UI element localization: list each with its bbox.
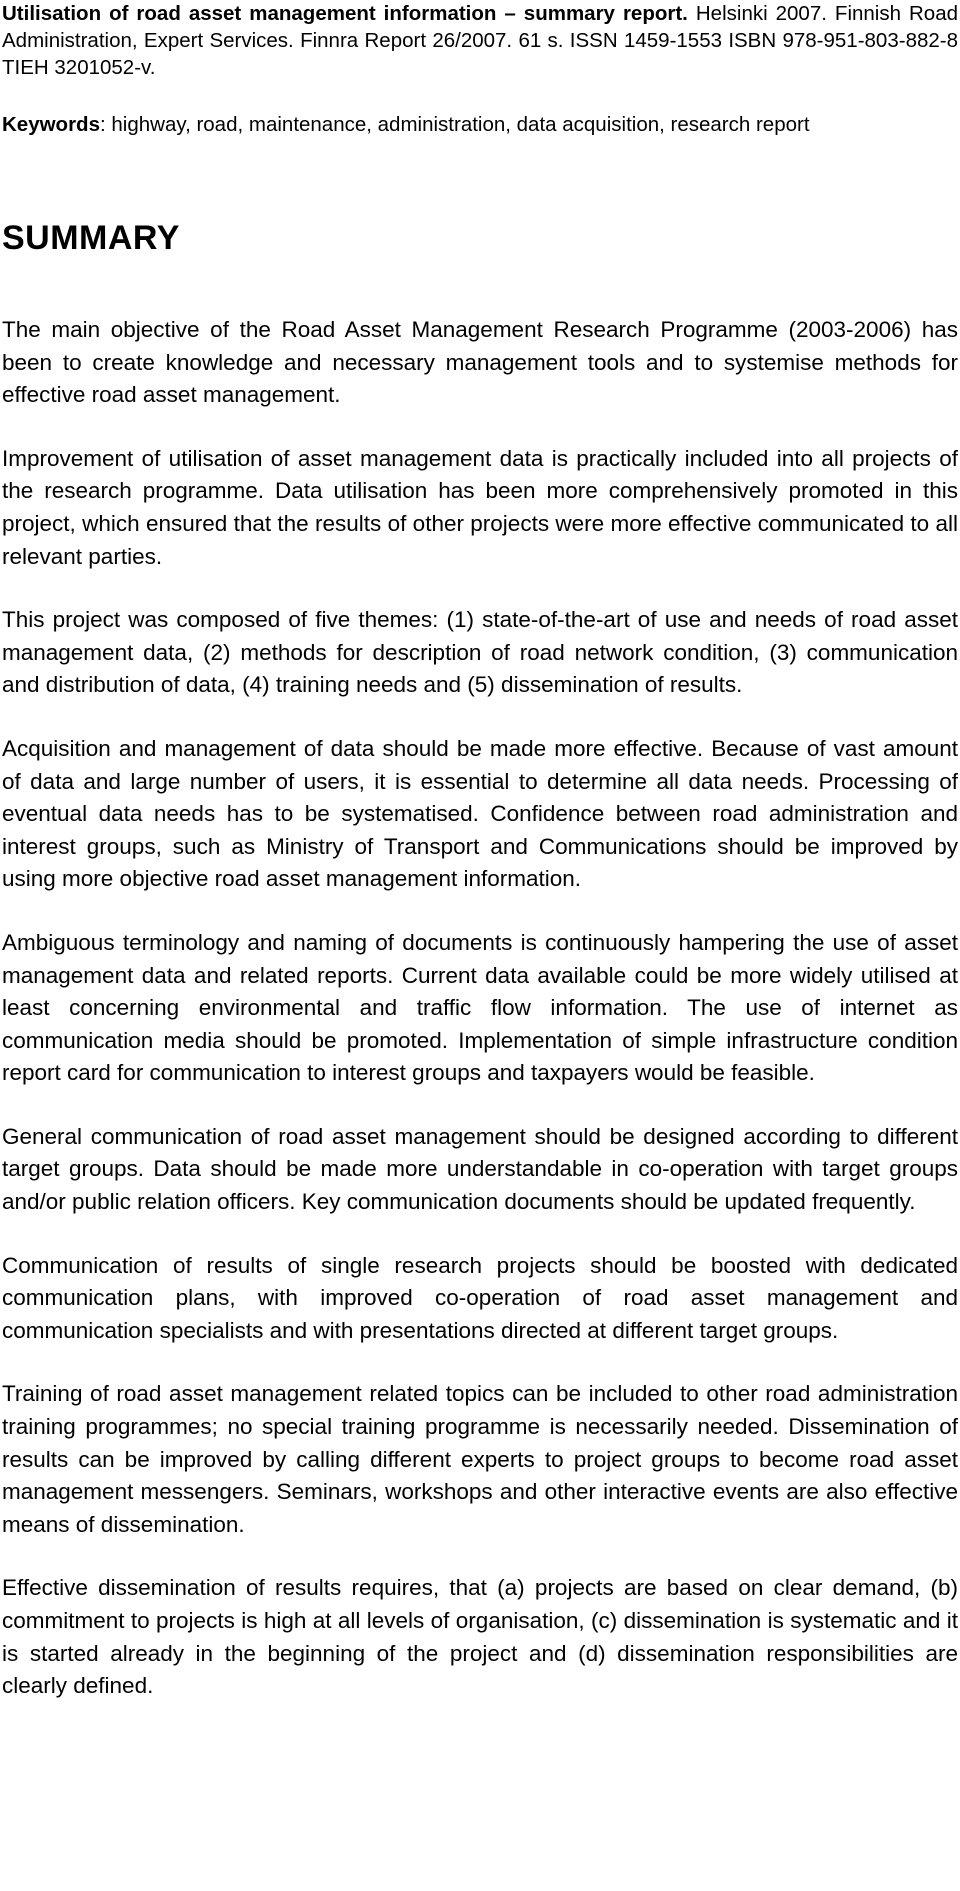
summary-body <box>2 314 958 1703</box>
keywords-label: Keywords <box>2 113 100 136</box>
summary-heading: SUMMARY <box>2 219 180 257</box>
summary-paragraph-7: Communication of results of single research projects should be boosted with dedicated communication plans, with improved co-operation of road asset management and communication specialists and with presentations directed at different target groups. <box>2 1252 958 1343</box>
publication-details: Helsinki 2007. Finnish Road Administration, Expert Services. Finnra Report 26/2007. 61 s. ISSN 1459-1553 ISBN 978-951-803-882-8 TIEH 3201052-v. <box>2 2 959 79</box>
summary-paragraph-2: Improvement of utilisation of asset management data is practically included into all projects of the research programme. Data utilisation has been more comprehensively promoted in this project, which ensured that the results of other projects were more effective communicated to all relevant parties. <box>2 445 958 569</box>
keywords-line <box>2 111 958 138</box>
summary-paragraph-1: The main objective of the Road Asset Management Research Programme (2003-2006) has been to create knowledge and necessary management tools and to systemise methods for effective road asset management. <box>2 317 958 408</box>
citation-block <box>2 0 958 81</box>
summary-paragraph-6: General communication of road asset management should be designed according to different target groups. Data should be made more understandable in co-operation with target groups and/or public relation officers. Key communication documents should be updated frequently. <box>2 1123 958 1215</box>
summary-paragraph-3: This project was composed of five themes: (1) state-of-the-art of use and needs of road asset management data, (2) methods for description of road network condition, (3) communication and distribution of data, (4) training needs and (5) dissemination of results. <box>2 607 958 698</box>
summary-paragraph-9: Effective dissemination of results requires, that (a) projects are based on clear demand, (b) commitment to projects is high at all levels of organisation, (c) dissemination is systematic and it is started already in the beginning of the project and (d) dissemination responsibilities are clearly defined. <box>2 1575 958 1699</box>
summary-paragraph-5: Ambiguous terminology and naming of documents is continuously hampering the use of asset management data and related reports. Current data available could be more widely utilised at least concerning environmental and traffic flow information. The use of internet as communication media should be promoted. Implementation of simple infrastructure condition report card for communication to interest groups and taxpayers would be feasible. <box>2 929 958 1086</box>
report-title: Utilisation of road asset management information – summary report. <box>2 2 688 25</box>
keywords-text: : highway, road, maintenance, administration, data acquisition, research report <box>99 113 810 136</box>
summary-paragraph-8: Training of road asset management related topics can be included to other road administration training programmes; no special training programme is necessarily needed. Dissemination of results can be improved by calling different experts to project groups to become road asset management messengers. Seminars, workshops and other interactive events are also effective means of dissemination. <box>2 1381 958 1537</box>
summary-paragraph-4: Acquisition and management of data should be made more effective. Because of vast amount of data and large number of users, it is essential to determine all data needs. Processing of eventual data needs has to be systematised. Confidence between road administration and interest groups, such as Ministry of Transport and Communications should be improved by using more objective road asset management information. <box>2 735 958 892</box>
